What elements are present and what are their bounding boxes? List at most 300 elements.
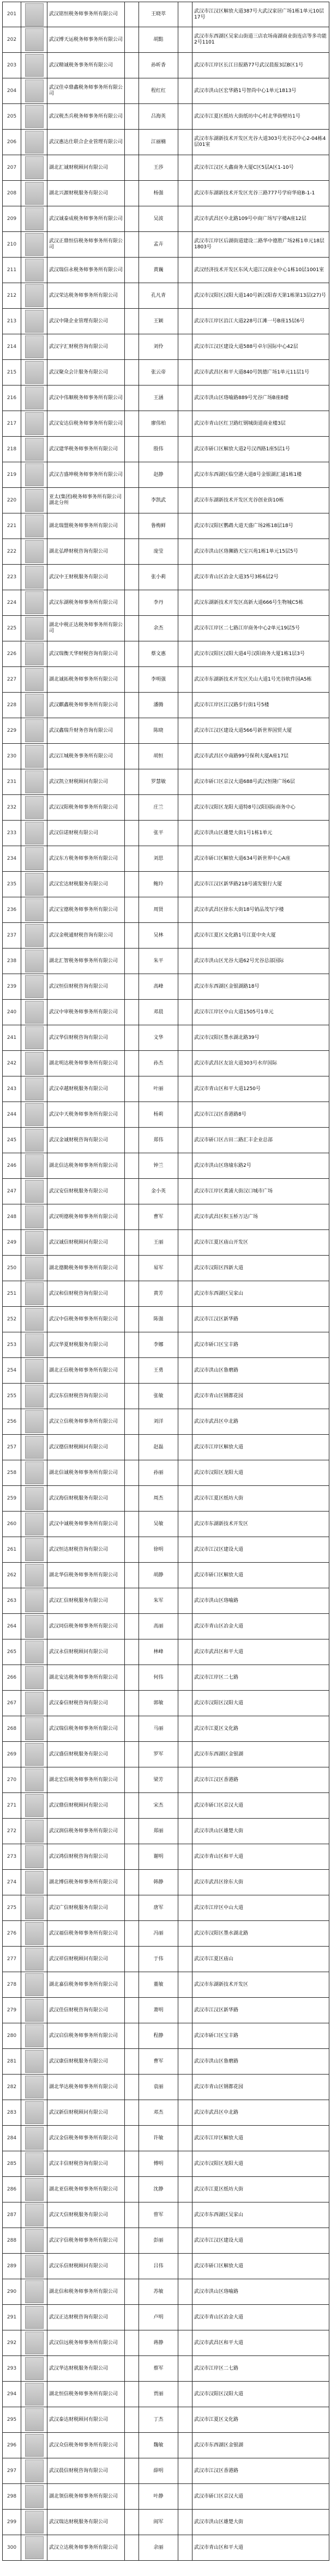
type-cell-cell — [124, 1512, 139, 1537]
type-cell-cell — [124, 2254, 139, 2279]
seal-thumbnail-cell — [21, 1767, 47, 1792]
seal-thumbnail-cell — [21, 1665, 47, 1690]
row-number: 233 — [7, 830, 17, 836]
company-name-cell — [47, 693, 124, 718]
seal-image — [25, 2459, 44, 2482]
representative-name-cell — [139, 1870, 178, 1895]
row-number: 280 — [7, 2033, 17, 2039]
seal-image — [25, 2434, 44, 2457]
company-name-cell — [47, 1153, 124, 1178]
company-name-cell — [47, 2254, 124, 2279]
seal-image — [25, 796, 44, 819]
representative-name: 文华 — [153, 1035, 164, 1041]
representative-name: 罗慧敏 — [151, 779, 166, 785]
table-row — [2, 2407, 329, 2433]
company-name-cell — [47, 2305, 124, 2330]
seal-image — [25, 2485, 44, 2508]
seal-thumbnail-cell — [21, 1179, 47, 1204]
company-address-cell — [192, 488, 329, 513]
seal-thumbnail-cell — [21, 2382, 47, 2407]
row-number-cell — [2, 411, 21, 436]
blank-cell-cell — [178, 923, 192, 948]
company-name-cell — [47, 1870, 124, 1895]
seal-image — [25, 1359, 44, 1382]
company-name-cell — [47, 1588, 124, 1613]
seal-thumbnail-cell — [21, 795, 47, 820]
row-number-cell — [2, 1537, 21, 1562]
row-number: 277 — [7, 1956, 17, 1962]
row-number: 232 — [7, 804, 17, 810]
row-number-cell — [2, 1358, 21, 1383]
company-address-cell — [192, 1716, 329, 1741]
company-address-cell — [192, 1870, 329, 1895]
company-address: 武汉市洪山区鲁磨路 — [194, 2058, 239, 2064]
blank-cell-cell — [178, 1460, 192, 1485]
table-row — [2, 27, 329, 53]
seal-thumbnail-cell — [21, 1716, 47, 1741]
company-address-cell — [192, 27, 329, 52]
company-name-cell — [47, 667, 124, 692]
company-name: 武汉永信财税顾问有限公司 — [49, 1649, 109, 1655]
row-number: 274 — [7, 1879, 17, 1885]
company-address: 武汉市武昌区中北路 — [194, 2109, 239, 2115]
seal-image — [25, 668, 44, 691]
representative-name: 阎军 — [153, 2519, 164, 2525]
company-address-cell — [192, 2458, 329, 2483]
type-cell-cell — [124, 2075, 139, 2100]
representative-name: 黄巍 — [153, 267, 164, 273]
type-cell-cell — [124, 1870, 139, 1895]
row-number-cell — [2, 155, 21, 180]
table-row — [2, 846, 329, 872]
company-address: 武汉市硚口区宝丰路 — [194, 1342, 239, 1348]
seal-thumbnail-cell — [21, 1435, 47, 1460]
seal-thumbnail-cell — [21, 2458, 47, 2483]
type-cell-cell — [124, 2151, 139, 2176]
blank-cell-cell — [178, 872, 192, 897]
blank-cell-cell — [178, 1384, 192, 1409]
row-number-cell — [2, 1128, 21, 1153]
company-address: 武汉市江夏区纸坊大街 — [194, 1495, 244, 1501]
blank-cell-cell — [178, 1537, 192, 1562]
representative-name: 高峰 — [153, 983, 164, 989]
representative-name: 李凯武 — [151, 497, 166, 503]
company-address-cell — [192, 2202, 329, 2228]
company-name-cell — [47, 1793, 124, 1818]
row-number: 265 — [7, 1649, 17, 1655]
row-number-cell — [2, 2228, 21, 2253]
type-cell-cell — [124, 2407, 139, 2432]
seal-image — [25, 1717, 44, 1740]
representative-name: 王颖 — [153, 318, 164, 324]
row-number: 279 — [7, 2007, 17, 2013]
seal-thumbnail-cell — [21, 104, 47, 129]
row-number-cell — [2, 1614, 21, 1639]
seal-image — [25, 566, 44, 589]
blank-cell-cell — [178, 667, 192, 692]
seal-thumbnail-cell — [21, 2228, 47, 2253]
seal-image — [25, 207, 44, 230]
blank-cell-cell — [178, 104, 192, 129]
row-number: 204 — [7, 88, 17, 94]
row-number: 241 — [7, 1035, 17, 1041]
seal-image — [25, 1820, 44, 1843]
representative-name: 李娜 — [153, 1342, 164, 1348]
type-cell-cell — [124, 437, 139, 462]
row-number-cell — [2, 974, 21, 999]
company-address: 武汉市江岸区江汉路步行街1号5楼 — [194, 702, 269, 708]
type-cell-cell — [124, 2100, 139, 2125]
row-number-cell — [2, 206, 21, 231]
type-cell-cell — [124, 360, 139, 385]
seal-thumbnail-cell — [21, 411, 47, 436]
company-name-cell — [47, 2535, 124, 2560]
row-number-cell — [2, 1512, 21, 1537]
representative-name: 程静 — [153, 2033, 164, 2039]
type-cell-cell — [124, 1256, 139, 1281]
representative-name: 吴林 — [153, 932, 164, 938]
company-name-cell — [47, 2075, 124, 2100]
representative-name: 陈晓 — [153, 727, 164, 733]
table-row — [2, 769, 329, 795]
company-name-cell — [47, 1358, 124, 1383]
seal-thumbnail-cell — [21, 744, 47, 769]
table-row — [2, 1128, 329, 1153]
company-name: 武汉宏达财税服务有限公司 — [49, 881, 109, 887]
company-name-cell — [47, 1307, 124, 1332]
seal-image — [25, 2076, 44, 2098]
seal-image — [25, 2332, 44, 2354]
blank-cell-cell — [178, 2126, 192, 2151]
representative-name-cell — [139, 2023, 178, 2048]
representative-name: 廖伟柏 — [151, 420, 166, 426]
row-number-cell — [2, 2023, 21, 2048]
seal-image — [25, 1257, 44, 1280]
row-number: 253 — [7, 1342, 17, 1348]
seal-image — [25, 1410, 44, 1433]
row-number-cell — [2, 821, 21, 846]
blank-cell-cell — [178, 78, 192, 103]
company-name-cell — [47, 1639, 124, 1665]
row-number: 300 — [7, 2544, 17, 2550]
type-cell-cell — [124, 1819, 139, 1844]
type-cell-cell — [124, 1128, 139, 1153]
table-row — [2, 949, 329, 974]
row-number: 210 — [7, 241, 17, 247]
company-name: 武汉恒信财税咨询有限公司 — [49, 983, 109, 989]
type-cell-cell — [124, 974, 139, 999]
company-name-cell — [47, 258, 124, 283]
representative-name: 吴敏 — [153, 1521, 164, 1527]
table-row — [2, 1742, 329, 1767]
company-address-cell — [192, 2356, 329, 2381]
row-number: 298 — [7, 2493, 17, 2499]
company-address-cell — [192, 53, 329, 78]
row-number: 267 — [7, 1700, 17, 1706]
row-number: 272 — [7, 1828, 17, 1834]
representative-name: 萧明 — [153, 2007, 164, 2013]
representative-name-cell — [139, 1384, 178, 1409]
representative-name: 殷伟 — [153, 446, 164, 452]
company-address: 武汉市硚口区京汉大道 — [194, 2493, 244, 2499]
row-number-cell — [2, 1819, 21, 1844]
representative-name: 王丽 — [153, 1239, 164, 1245]
company-address: 武汉市江岸区长江日报路77号武汉晨报3层B区1号 — [194, 62, 304, 68]
blank-cell-cell — [178, 2151, 192, 2176]
row-number-cell — [2, 590, 21, 615]
row-number: 243 — [7, 1086, 17, 1092]
seal-thumbnail-cell — [21, 2023, 47, 2048]
table-row — [2, 1256, 329, 1281]
seal-thumbnail-cell — [21, 1051, 47, 1076]
company-name-cell — [47, 1742, 124, 1767]
company-name-cell — [47, 309, 124, 334]
company-address-cell — [192, 2407, 329, 2432]
table-row — [2, 1793, 329, 1819]
company-address-cell — [192, 1844, 329, 1869]
representative-name: 刘思 — [153, 855, 164, 861]
company-name-cell — [47, 1000, 124, 1025]
representative-name-cell — [139, 846, 178, 871]
company-address-cell — [192, 693, 329, 718]
representative-name: 梁芳 — [153, 1777, 164, 1783]
table-row — [2, 1512, 329, 1537]
company-address-cell — [192, 2279, 329, 2304]
company-name-cell — [47, 2126, 124, 2151]
company-address: 武汉市江岸区二七路江岸商务中心2单元19层5号 — [194, 625, 300, 631]
type-cell-cell — [124, 1435, 139, 1460]
company-name-cell — [47, 2458, 124, 2483]
row-number-cell — [2, 693, 21, 718]
company-name: 湖北亚信税务师事务所有限公司 — [49, 2186, 118, 2192]
representative-name-cell — [139, 488, 178, 513]
seal-thumbnail-cell — [21, 2177, 47, 2202]
representative-name-cell — [139, 1563, 178, 1588]
blank-cell-cell — [178, 1179, 192, 1204]
company-address: 武汉市武昌区友谊大道303号水岸国际 — [194, 1060, 278, 1066]
seal-thumbnail-cell — [21, 667, 47, 692]
company-address-cell — [192, 232, 329, 257]
row-number-cell — [2, 488, 21, 513]
company-address-cell — [192, 2228, 329, 2253]
representative-name: 唐军 — [153, 1905, 164, 1911]
type-cell-cell — [124, 1972, 139, 1997]
company-address-cell — [192, 411, 329, 436]
seal-image — [25, 719, 44, 742]
type-cell-cell — [124, 513, 139, 539]
table-row — [2, 1000, 329, 1025]
row-number-cell — [2, 2407, 21, 2432]
type-cell-cell — [124, 1921, 139, 1946]
type-cell-cell — [124, 1025, 139, 1050]
company-name: 武汉盛信财税服务有限公司 — [49, 1751, 109, 1757]
blank-cell-cell — [178, 1000, 192, 1025]
row-number: 291 — [7, 2314, 17, 2320]
company-name: 湖北汇诚财税顾问有限公司 — [49, 164, 109, 170]
type-cell-cell — [124, 2049, 139, 2074]
type-cell-cell — [124, 539, 139, 564]
type-cell-cell — [124, 693, 139, 718]
company-address-cell — [192, 2100, 329, 2125]
type-cell-cell — [124, 1895, 139, 1920]
company-address: 武汉市东西湖区吴家山 — [194, 1290, 244, 1296]
table-row — [2, 232, 329, 258]
row-number: 292 — [7, 2340, 17, 2346]
company-name-cell — [47, 2510, 124, 2535]
company-name-cell — [47, 846, 124, 871]
seal-image — [25, 1513, 44, 1535]
representative-name: 冯丽 — [153, 1930, 164, 1936]
representative-name: 朱军 — [153, 1598, 164, 1604]
representative-name: 刘洋 — [153, 1418, 164, 1424]
company-address: 武汉市东西湖区吴家山街道三店农场南湖商业街连店等多功能2号1101 — [194, 34, 327, 45]
table-row — [2, 2049, 329, 2075]
blank-cell-cell — [178, 1153, 192, 1178]
representative-name-cell — [139, 1051, 178, 1076]
blank-cell-cell — [178, 1742, 192, 1767]
company-name-cell — [47, 718, 124, 743]
row-number: 261 — [7, 1546, 17, 1552]
company-address-cell — [192, 1409, 329, 1434]
seal-image — [25, 1769, 44, 1791]
company-name: 武汉建华税务师事务所有限公司 — [49, 446, 118, 452]
table-row — [2, 1895, 329, 1921]
company-name: 湖北安达税务师事务所有限公司 — [49, 1674, 118, 1680]
seal-image — [25, 847, 44, 870]
row-number-cell — [2, 923, 21, 948]
company-name: 武汉宝德税务师事务所有限公司 — [49, 907, 118, 913]
table-row — [2, 155, 329, 181]
company-address-cell — [192, 897, 329, 922]
blank-cell-cell — [178, 1307, 192, 1332]
blank-cell-cell — [178, 1691, 192, 1716]
table-row — [2, 283, 329, 309]
seal-image — [25, 898, 44, 921]
company-address: 武汉市硚口区解放大道634号新世界中心A座 — [194, 855, 291, 861]
seal-thumbnail-cell — [21, 1947, 47, 1972]
row-number-cell — [2, 334, 21, 359]
company-name-cell — [47, 769, 124, 794]
row-number-cell — [2, 104, 21, 129]
company-name-cell — [47, 53, 124, 78]
blank-cell-cell — [178, 1358, 192, 1383]
company-name-cell — [47, 1460, 124, 1485]
seal-thumbnail-cell — [21, 1870, 47, 1895]
row-number-cell — [2, 2458, 21, 2483]
blank-cell-cell — [178, 1588, 192, 1613]
row-number: 216 — [7, 395, 17, 401]
company-name: 武汉东方税务师事务所有限公司 — [49, 855, 118, 861]
representative-name-cell — [139, 565, 178, 590]
representative-name-cell — [139, 718, 178, 743]
seal-thumbnail-cell — [21, 1102, 47, 1127]
seal-image — [25, 28, 44, 51]
type-cell-cell — [124, 2356, 139, 2381]
seal-thumbnail-cell — [21, 1639, 47, 1665]
company-address-cell — [192, 2510, 329, 2535]
table-row — [2, 2254, 329, 2279]
company-name-cell — [47, 539, 124, 564]
company-name: 武汉润信税务师事务所有限公司 — [49, 1828, 118, 1834]
type-cell-cell — [124, 1281, 139, 1306]
representative-name: 余杰 — [153, 625, 164, 631]
row-number-cell — [2, 1563, 21, 1588]
row-number: 247 — [7, 1188, 17, 1194]
company-address-cell — [192, 667, 329, 692]
company-name-cell — [47, 1819, 124, 1844]
row-number: 214 — [7, 344, 17, 350]
row-number-cell — [2, 1998, 21, 2023]
representative-name: 张小莉 — [151, 574, 166, 580]
company-address: 武汉市东西湖区金银湖 — [194, 2442, 244, 2448]
seal-image — [25, 515, 44, 537]
representative-name: 苏敏 — [153, 2289, 164, 2294]
representative-name: 徐明 — [153, 1546, 164, 1552]
blank-cell-cell — [178, 232, 192, 257]
row-number-cell — [2, 181, 21, 206]
row-number-cell — [2, 1895, 21, 1920]
table-row — [2, 2, 329, 27]
company-name-cell — [47, 2433, 124, 2458]
representative-name-cell — [139, 974, 178, 999]
company-name-cell — [47, 104, 124, 129]
representative-name: 蒋静 — [153, 2340, 164, 2346]
row-number: 263 — [7, 1598, 17, 1604]
row-number: 289 — [7, 2263, 17, 2269]
representative-name: 黄芳 — [153, 1290, 164, 1296]
table-row — [2, 513, 329, 539]
company-address: 武汉市青山区红卫路红钢城街道商业楼3层 — [194, 420, 286, 426]
table-row — [2, 2126, 329, 2151]
type-cell-cell — [124, 2126, 139, 2151]
company-name: 武汉中伟顺税务师事务所有限公司 — [49, 395, 123, 401]
row-number-cell — [2, 258, 21, 283]
seal-thumbnail-cell — [21, 2330, 47, 2355]
type-cell-cell — [124, 795, 139, 820]
company-address: 武汉市武昌区中南路99号保利大厦A座17层 — [194, 753, 289, 759]
company-name-cell — [47, 1128, 124, 1153]
company-name-cell — [47, 1972, 124, 1997]
type-cell-cell — [124, 1563, 139, 1588]
company-name-cell — [47, 2279, 124, 2304]
row-number-cell — [2, 718, 21, 743]
company-address-cell — [192, 949, 329, 974]
company-address-cell — [192, 1639, 329, 1665]
representative-name-cell — [139, 1332, 178, 1357]
company-address-cell — [192, 462, 329, 487]
table-row — [2, 2228, 329, 2254]
seal-image — [25, 1206, 44, 1228]
blank-cell-cell — [178, 130, 192, 155]
type-cell-cell — [124, 78, 139, 103]
seal-thumbnail-cell — [21, 641, 47, 666]
type-cell-cell — [124, 27, 139, 52]
company-name-cell — [47, 2100, 124, 2125]
blank-cell-cell — [178, 258, 192, 283]
row-number: 259 — [7, 1495, 17, 1501]
row-number-cell — [2, 437, 21, 462]
company-address: 武汉市汉阳区墨水湖北路 — [194, 1930, 249, 1936]
type-cell-cell — [124, 206, 139, 231]
seal-image — [25, 2536, 44, 2559]
company-address-cell — [192, 1230, 329, 1255]
company-address-cell — [192, 1767, 329, 1792]
row-number: 238 — [7, 958, 17, 964]
seal-thumbnail-cell — [21, 232, 47, 257]
row-number-cell — [2, 1281, 21, 1306]
blank-cell-cell — [178, 2535, 192, 2560]
type-cell-cell — [124, 488, 139, 513]
